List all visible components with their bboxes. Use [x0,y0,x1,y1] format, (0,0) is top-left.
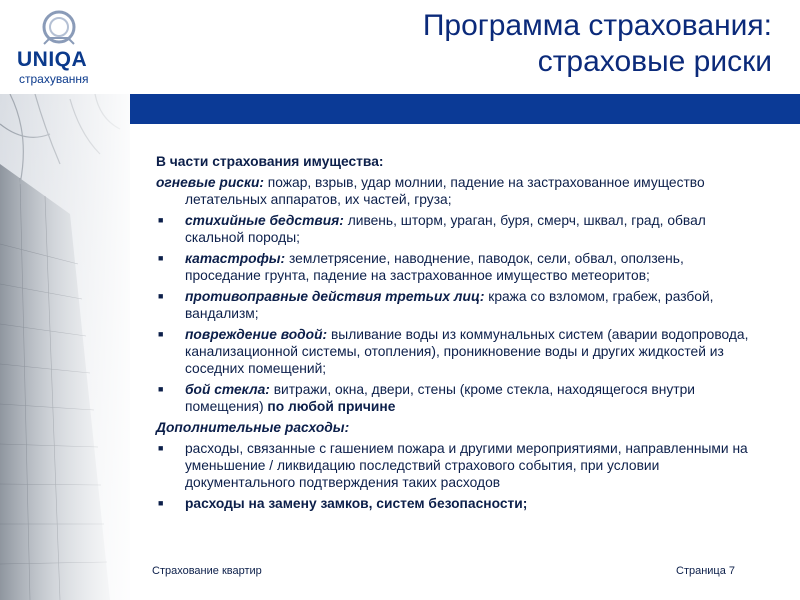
list-item-water-damage [156,326,756,377]
risk-text: ливень, шторм, ураган, буря, смерч, шквал, град, обвал скальной породы; [185,213,706,245]
bullet-icon: ■ [158,498,164,508]
risks-content [156,153,756,516]
risk-term: бой стекла: [185,382,270,397]
property-heading: В части страхования имущества: [156,154,384,169]
bullet-icon: ■ [158,443,164,453]
title-line-2: страховые риски [537,45,772,78]
bullet-icon: ■ [158,253,164,263]
uniqa-logo [10,8,110,88]
list-item-catastrophes [156,250,756,284]
header-bar [108,94,800,124]
brand-subtitle: страхування [19,72,89,86]
list-item-natural-disasters [156,212,756,246]
risk-text: витражи, окна, двери, стены (кроме стекла, находящегося внутри помещения) [185,382,695,414]
fire-risks-term: огневые риски: [156,175,264,190]
list-item-third-party-actions [156,288,756,322]
risk-emphasis: по любой причине [267,399,396,414]
footer-page-number: Страница 7 [676,565,736,577]
building-photo [0,94,130,600]
fire-risks-text: пожар, взрыв, удар молнии, падение на застрахованное имущество летательных аппаратов, их частей, груза; [185,175,705,207]
bullet-icon: ■ [158,291,164,301]
brand-name: UNIQA [17,48,88,71]
footer-document-name: Страхование квартир [152,565,262,577]
risk-text: землетрясение, наводнение, паводок, сели, обвал, оползень, проседание грунта, падение на застрахованное имущество метеоритов; [185,251,684,283]
page-title [212,8,772,80]
bullet-icon: ■ [158,384,164,394]
list-item-lock-replacement [156,495,756,512]
expense-text: расходы на замену замков, систем безопасности; [185,496,528,511]
risk-term: противоправные действия третьих лиц: [185,289,485,304]
bullet-icon: ■ [158,215,164,225]
risk-text: кража со взломом, грабеж, разбой, вандализм; [185,289,714,321]
fire-risks [156,174,756,208]
list-item-extinguishing-costs [156,440,756,491]
risk-term: катастрофы: [185,251,286,266]
list-item-glass-breakage [156,381,756,415]
risk-text: выливание воды из коммунальных систем (аварии водопровода, канализационной системы, отопления), проникновение воды и других жидкостей из соседних помещений; [185,327,749,376]
uniqa-logo-icon [38,8,80,46]
risk-term: стихийные бедствия: [185,213,344,228]
title-line-1: Программа страхования: [422,9,772,42]
risk-term: повреждение водой: [185,327,328,342]
expense-text: расходы, связанные с гашением пожара и другими мероприятиями, направленными на уменьшение / ликвидацию последствий страхового события, при условии документального подтверждения таких расходов [185,441,748,490]
bullet-icon: ■ [158,329,164,339]
extra-expenses-heading: Дополнительные расходы: [156,420,350,435]
